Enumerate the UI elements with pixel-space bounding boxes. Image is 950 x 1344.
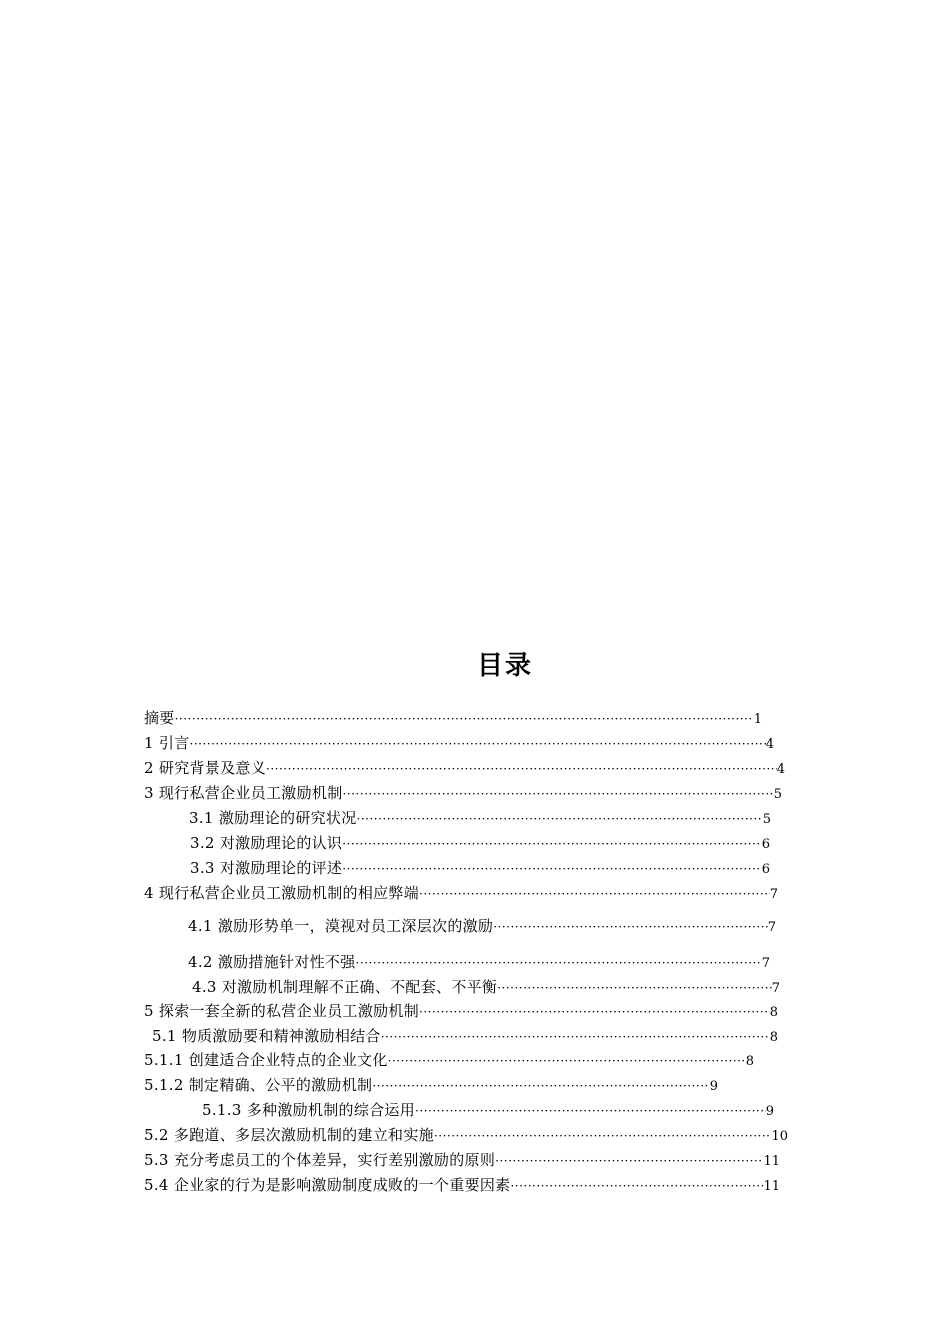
toc-entry[interactable] (144, 756, 785, 781)
toc-entry[interactable] (144, 1073, 718, 1098)
toc-dot-leader (434, 1124, 772, 1149)
toc-title: 目录 (476, 651, 533, 681)
toc-dot-leader (415, 1099, 766, 1124)
toc-entry[interactable] (190, 831, 770, 856)
toc-dot-leader (356, 951, 762, 976)
toc-entry-label: 5.4 企业家的行为是影响激励制度成败的一个重要因素 (144, 1176, 511, 1194)
toc-entry-label: 2 研究背景及意义 (144, 759, 267, 777)
toc-entry[interactable] (192, 975, 780, 1000)
toc-entry-page: 7 (767, 920, 776, 935)
toc-entry-page: 8 (769, 1030, 778, 1045)
toc-entry[interactable] (144, 1173, 780, 1198)
toc-entry-label: 3.3 对激励理论的评述 (190, 859, 343, 877)
toc-entry-page: 9 (765, 1104, 774, 1119)
toc-dot-leader (493, 915, 767, 940)
toc-entry-page: 5 (762, 812, 771, 827)
toc-entry[interactable] (152, 1024, 778, 1049)
toc-entry-page: 8 (745, 1054, 754, 1069)
toc-entry-page: 4 (765, 737, 774, 752)
toc-entry[interactable] (144, 781, 782, 806)
toc-entry-label: 4 现行私营企业员工激励机制的相应弊端 (144, 884, 420, 902)
toc-dot-leader (510, 1174, 763, 1199)
toc-dot-leader (419, 1000, 770, 1025)
toc-entry[interactable] (144, 881, 778, 906)
toc-dot-leader (419, 882, 770, 907)
toc-entry-page: 10 (771, 1129, 788, 1144)
toc-entry-label: 5 探索一套全新的私营企业员工激励机制 (144, 1002, 420, 1020)
toc-entry[interactable] (144, 1048, 754, 1073)
toc-entry-page: 5 (773, 787, 782, 802)
toc-entry[interactable] (202, 1098, 774, 1123)
toc-entry[interactable] (188, 950, 770, 975)
toc-dot-leader (175, 707, 754, 732)
toc-entry-label: 5.1.2 制定精确、公平的激励机制 (144, 1076, 373, 1094)
toc-dot-leader (497, 976, 771, 1001)
toc-entry-page: 4 (776, 762, 785, 777)
toc-entry-page: 6 (761, 837, 770, 852)
toc-entry-page: 11 (763, 1179, 780, 1194)
toc-entry[interactable] (190, 856, 770, 881)
toc-entry-label: 4.1 激励形势单一，漠视对员工深层次的激励 (188, 917, 494, 935)
toc-dot-leader (357, 807, 763, 832)
toc-dot-leader (266, 757, 777, 782)
toc-dot-leader (342, 857, 761, 882)
toc-entry-page: 7 (771, 981, 780, 996)
toc-entry[interactable] (188, 914, 776, 939)
toc-entry-label: 4.3 对激励机制理解不正确、不配套、不平衡 (192, 978, 498, 996)
toc-entry-label: 3 现行私营企业员工激励机制 (144, 784, 343, 802)
toc-entry-label: 5.1.1 创建适合企业特点的企业文化 (144, 1051, 388, 1069)
toc-dot-leader (495, 1149, 763, 1174)
toc-entry[interactable] (144, 731, 774, 756)
toc-entry[interactable] (144, 999, 778, 1024)
toc-entry-label: 3.2 对激励理论的认识 (190, 834, 343, 852)
toc-entry-page: 7 (761, 956, 770, 971)
toc-dot-leader (372, 1074, 709, 1099)
toc-entry[interactable] (144, 706, 762, 731)
toc-entry[interactable] (144, 1148, 780, 1173)
toc-entry-label: 5.1.3 多种激励机制的综合运用 (202, 1101, 416, 1119)
toc-entry-label: 1 引言 (144, 734, 190, 752)
toc-entry-page: 1 (753, 712, 762, 727)
toc-entry-page: 8 (769, 1005, 778, 1020)
toc-entry[interactable] (144, 1123, 788, 1148)
toc-entry-page: 7 (769, 887, 778, 902)
toc-dot-leader (381, 1025, 770, 1050)
toc-dot-leader (388, 1049, 746, 1074)
toc-entry-page: 11 (763, 1154, 780, 1169)
toc-entry-label: 4.2 激励措施针对性不强 (188, 953, 356, 971)
toc-dot-leader (343, 782, 774, 807)
toc-entry-label: 5.1 物质激励要和精神激励相结合 (152, 1027, 381, 1045)
toc-entry-label: 5.3 充分考虑员工的个体差异，实行差别激励的原则 (144, 1151, 496, 1169)
toc-entry[interactable] (189, 806, 771, 831)
toc-entry-label: 摘要 (144, 709, 175, 727)
toc-entry-label: 5.2 多跑道、多层次激励机制的建立和实施 (144, 1126, 434, 1144)
toc-entry-label: 3.1 激励理论的研究状况 (189, 809, 357, 827)
toc-entry-page: 9 (709, 1079, 718, 1094)
toc-dot-leader (342, 832, 761, 857)
toc-entry-page: 6 (761, 862, 770, 877)
toc-dot-leader (190, 732, 766, 757)
